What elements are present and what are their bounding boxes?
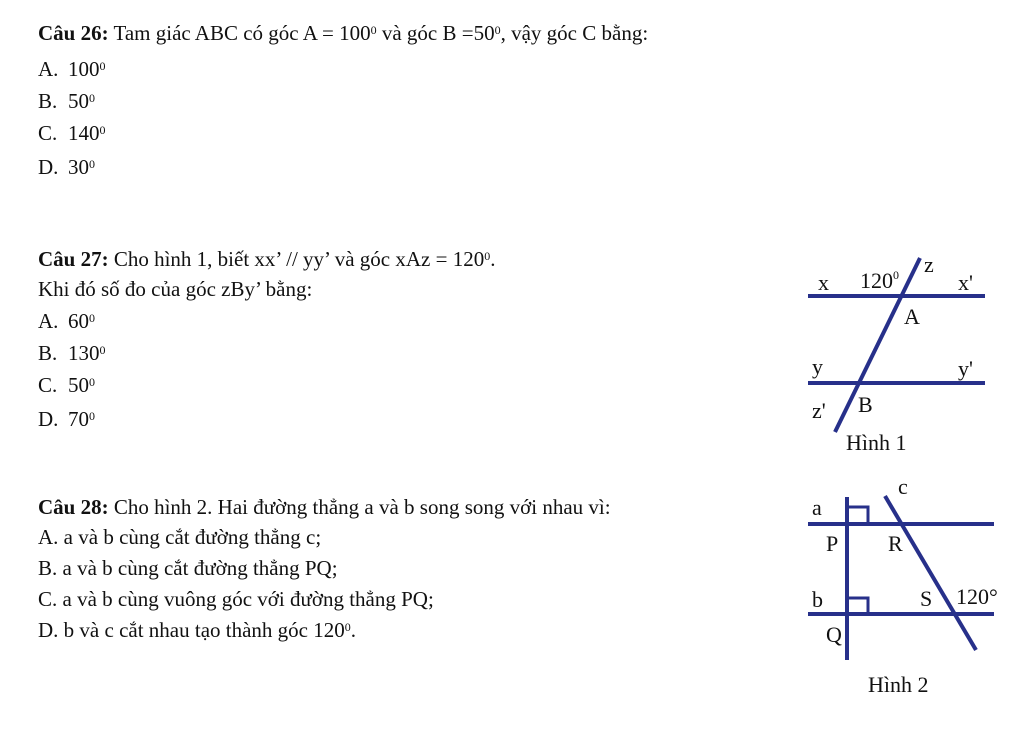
fig1-label-y: y — [812, 354, 823, 379]
q26-option-value: 30 — [68, 155, 89, 179]
q27-text-after: . — [490, 247, 496, 271]
q27-text-before: Cho hình 1, biết xx’ // yy’ và góc — [108, 247, 396, 271]
q26-option-degree: 0 — [89, 91, 95, 105]
q27-option-value: 50 — [68, 373, 89, 397]
fig1-label-z-prime: z' — [812, 398, 826, 423]
q27-angle: xAz = 120 — [395, 247, 485, 271]
q28-option-degree: 0 — [344, 620, 351, 634]
q26-option-value: 100 — [68, 57, 100, 81]
q28-option-end: . — [350, 618, 356, 642]
fig1-label-a: A — [904, 304, 920, 329]
q27-option-letter: A. — [38, 309, 59, 333]
fig1-label-x: x — [818, 270, 829, 295]
q28-option-letter: A. — [38, 525, 59, 549]
fig2-label-q: Q — [826, 622, 842, 647]
fig1-angle-degree: 0 — [893, 268, 899, 282]
fig1-angle-value: 120 — [860, 268, 893, 293]
q26-angle-a-degree: 0 — [370, 23, 377, 37]
figure-1 — [808, 252, 985, 455]
right-angle-mark-bottom — [849, 598, 868, 612]
q26-option-letter: D. — [38, 155, 59, 179]
figure-2 — [808, 474, 998, 697]
fig1-label-z: z — [924, 252, 934, 277]
q26-option-degree: 0 — [89, 157, 95, 171]
fig1-label-y-prime: y' — [958, 356, 973, 381]
q26-label: Câu 26: — [38, 21, 109, 45]
q28-option-text: a và b cùng cắt đường thẳng c; — [63, 525, 322, 549]
q27-option-degree: 0 — [89, 375, 95, 389]
q26-option-letter: B. — [38, 89, 58, 113]
q28-option-text: a và b cùng cắt đường thẳng PQ; — [62, 556, 338, 580]
line-c — [885, 496, 976, 650]
q28-option-text: b và c cắt nhau tạo thành góc 120 — [63, 618, 345, 642]
fig2-label-angle: 120° — [956, 584, 998, 609]
q26-option-letter: C. — [38, 121, 58, 145]
q26-angle-b: B =50 — [442, 21, 495, 45]
q27-option-value: 60 — [68, 309, 89, 333]
fig2-caption: Hình 2 — [868, 672, 929, 697]
fig1-label-x-prime: x' — [958, 270, 973, 295]
q26-option-value: 140 — [68, 121, 100, 145]
fig2-label-c: c — [898, 474, 908, 499]
q28-option-text: a và b cùng vuông góc với đường thẳng PQ; — [62, 587, 434, 611]
q27-stem-line2: Khi đó số đo của góc zBy’ bằng: — [38, 277, 313, 301]
q26-angle-b-degree: 0 — [494, 23, 501, 37]
fig2-label-b: b — [812, 587, 823, 612]
q26-angle-a: A = 100 — [302, 21, 371, 45]
q27-option-letter: B. — [38, 341, 58, 365]
q27-option-value: 70 — [68, 407, 89, 431]
q28-option-letter: C. — [38, 587, 58, 611]
q27-angle-degree: 0 — [484, 249, 491, 263]
q27-option-degree: 0 — [99, 343, 106, 357]
q28-text: Cho hình 2. Hai đường thẳng a và b song song với nhau vì: — [108, 495, 611, 519]
fig2-label-r: R — [888, 531, 903, 556]
q27-label: Câu 27: — [38, 247, 109, 271]
q28-option-letter: B. — [38, 556, 58, 580]
q28-label: Câu 28: — [38, 495, 109, 519]
q26-text-after: , vậy góc C bằng: — [500, 21, 649, 45]
q27-option-degree: 0 — [89, 409, 95, 423]
q26-text-mid: và góc — [376, 21, 443, 45]
fig2-label-s: S — [920, 586, 933, 611]
q27-option-letter: C. — [38, 373, 58, 397]
q26-option-value: 50 — [68, 89, 89, 113]
fig2-label-a: a — [812, 495, 822, 520]
q27-option-letter: D. — [38, 407, 59, 431]
q27-option-value: 130 — [68, 341, 100, 365]
q26-text-before: Tam giác ABC có góc — [108, 21, 303, 45]
q26-option-letter: A. — [38, 57, 59, 81]
fig2-label-p: P — [826, 531, 839, 556]
q26-option-degree: 0 — [99, 123, 106, 137]
fig1-caption: Hình 1 — [846, 430, 907, 455]
fig1-label-b: B — [858, 392, 873, 417]
q27-option-degree: 0 — [89, 311, 95, 325]
fig1-label-angle — [860, 268, 899, 293]
q26-option-degree: 0 — [99, 59, 106, 73]
right-angle-mark-top — [849, 507, 868, 522]
q28-option-letter: D. — [38, 618, 59, 642]
